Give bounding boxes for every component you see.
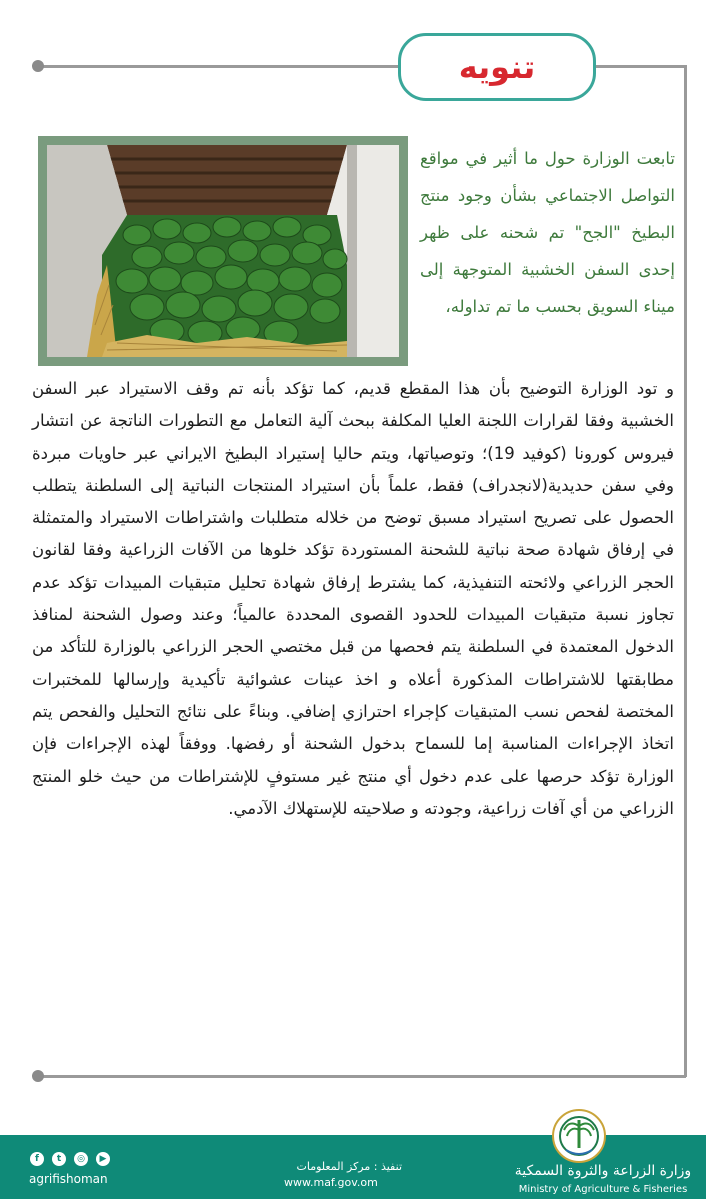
social-handle: agrifishoman: [29, 1172, 108, 1186]
ministry-name-arabic: وزارة الزراعة والثروة السمكية: [514, 1163, 692, 1179]
frame-dot-bottom-left: [32, 1070, 44, 1082]
youtube-icon[interactable]: ▶: [96, 1152, 110, 1166]
credit-text: تنفيذ : مركز المعلومات: [296, 1160, 402, 1173]
frame-bottom-line: [38, 1075, 686, 1078]
ministry-logo-icon: [550, 1108, 608, 1168]
social-links: [30, 1152, 110, 1166]
twitter-icon[interactable]: t: [52, 1152, 66, 1166]
title-badge: [398, 33, 596, 101]
frame-dot-top-left: [32, 60, 44, 72]
intro-paragraph: تابعت الوزارة حول ما أثير في مواقع التواصل الاجتماعي بشأن وجود منتج البطيخ "الجح" تم شحنه على ظهر إحدى السفن الخشبية المتوجهة إلى ميناء السويق بحسب ما تم تداوله،: [420, 149, 675, 316]
ministry-name-english: Ministry of Agriculture & Fisheries: [518, 1184, 688, 1195]
body-paragraph: و تود الوزارة التوضيح بأن هذا المقطع قديم، كما تؤكد بأنه تم وقف الاستيراد عبر السفن الخشبية وفقا لقرارات اللجنة العليا المكلفة ببحث آلية التعامل مع التطورات الناتجة عن انتشار فيروس كورونا (كوفيد 19)؛ وتوصياتها، ويتم حاليا إستيراد البطيخ الايراني عبر حاويات مبردة وفي سفن حديدية(لانجدراف) فقط، علماً بأن استيراد المنتجات النباتية إلى السلطنة يتطلب الحصول على تصريح استيراد مسبق توضح من خلاله متطلبات واشتراطات الاستيراد والمتمثلة في إرفاق شهادة صحة نباتية للشحنة المستوردة تؤكد خلوها من الآفات الزراعية وفقا لقانون الحجر الزراعي ولائحته التنفيذية، كما يشترط إرفاق شهادة تحليل متبقيات المبيدات تؤكد عدم تجاوز نسبة متبقيات المبيدات للحدود القصوى المحددة عالمياً؛ وعند وصول الشحنة لمنافذ الدخول المعتمدة في السلطنة يتم فحصها من قبل مختصي الحجر الزراعي بالوزارة للتأكد من مطابقتها للاشتراطات المذكورة أعلاه و اخذ عينات عشوائية تأكيدية وإرسالها للمختبرات المختصة لفحص نسب المتبقيات كإجراء احترازي إضافي. وبناءً على نتائج التحليل والفحص يتم اتخاذ الإجراءات المناسبة إما للسماح بدخول الشحنة أو رفضها. ووفقاً لهذه الإجراءات فإن الوزارة تؤكد حرصها على عدم دخول أي منتج غير مستوفٍ للإشتراطات من حيث خلو المنتج الزراعي من أي آفات زراعية، وجودته و صلاحيته للإستهلاك الآدمي.: [32, 379, 674, 818]
page-title: تنويه: [458, 48, 536, 86]
facebook-icon[interactable]: f: [30, 1152, 44, 1166]
frame-right-line: [684, 65, 687, 1077]
watermelon-truck-photo: [38, 136, 408, 366]
website-link[interactable]: www.maf.gov.om: [284, 1176, 378, 1189]
instagram-icon[interactable]: ◎: [74, 1152, 88, 1166]
